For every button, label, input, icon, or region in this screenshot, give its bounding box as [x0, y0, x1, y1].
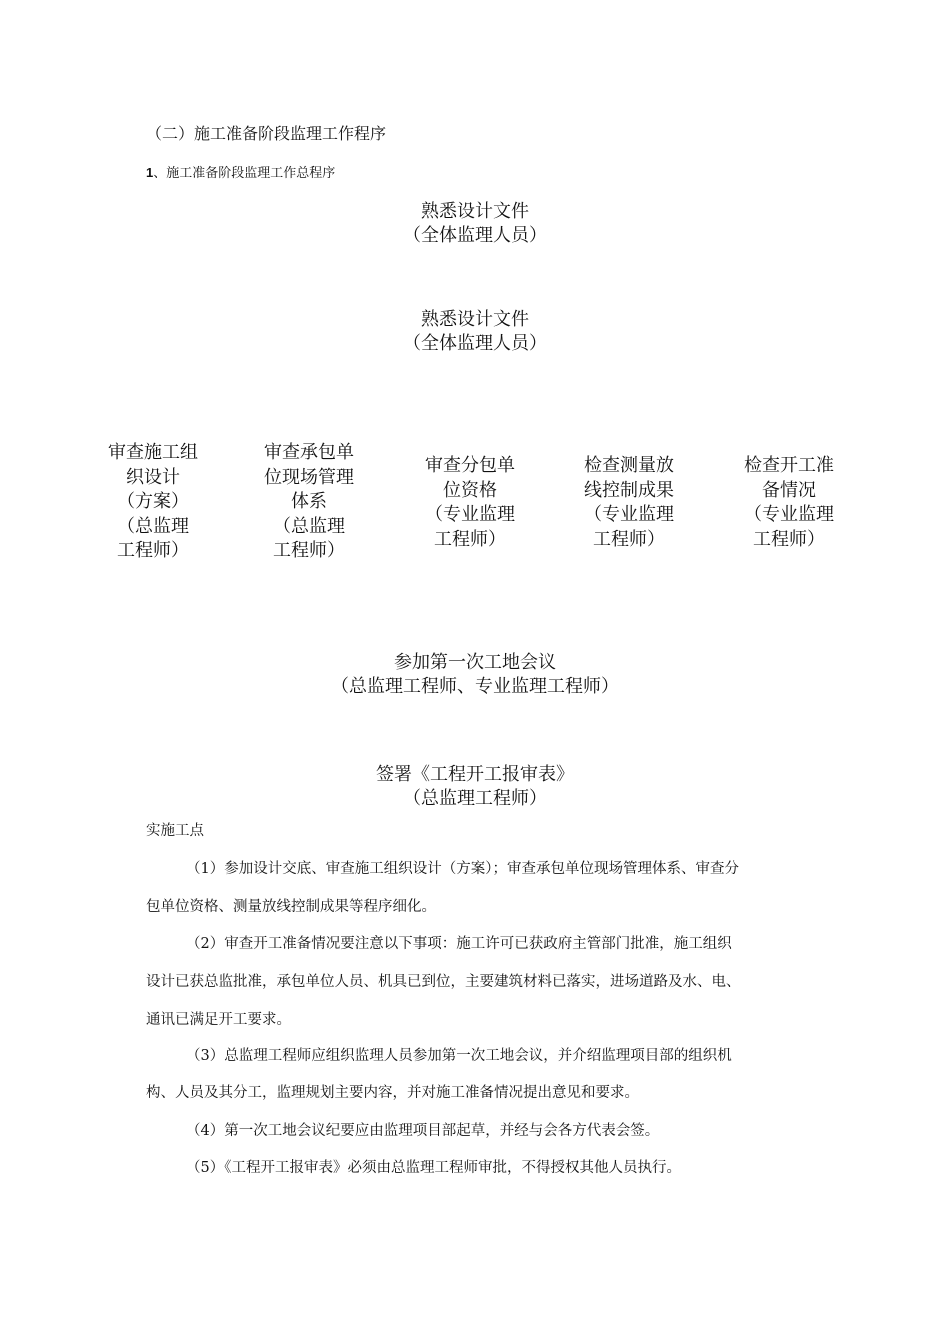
- review-line: 工程师）: [593, 528, 665, 550]
- review-line: 备情况: [762, 479, 816, 501]
- review-line: （方案）: [117, 491, 189, 512]
- review-line: 检查测量放: [584, 455, 674, 476]
- flow-step-title: 参加第一次工地会议: [394, 652, 556, 673]
- body-paragraph-line: （2）审查开工准备情况要注意以下事项：施工许可已获政府主管部门批准，施工组织: [186, 936, 732, 952]
- review-line: （专业监理: [744, 504, 834, 525]
- body-paragraph-line: 构、人员及其分工，监理规划主要内容，并对施工准备情况提出意见和要求。: [146, 1085, 639, 1101]
- body-paragraph-line: （4）第一次工地会议纪要应由监理项目部起草，并经与会各方代表会签。: [186, 1123, 660, 1139]
- subsection-heading: [146, 162, 335, 181]
- section-heading: （二）施工准备阶段监理工作程序: [146, 124, 387, 143]
- review-line: 工程师）: [117, 540, 189, 561]
- subsection-text: 、施工准备阶段监理工作总程序: [153, 166, 336, 181]
- review-line: （专业监理: [584, 504, 674, 525]
- flow-step-sign-form: [295, 763, 655, 811]
- review-box-survey: [564, 454, 694, 552]
- flow-step-role: （全体监理人员）: [403, 225, 547, 246]
- body-paragraph-line: 设计已获总监批准，承包单位人员、机具已到位，主要建筑材料已落实，进场道路及水、电、: [146, 974, 741, 990]
- body-paragraph-line: 通讯已满足开工要求。: [146, 1012, 291, 1028]
- review-line: 织设计: [126, 466, 180, 488]
- review-line: 工程师）: [434, 528, 506, 550]
- flow-step-title: 熟悉设计文件: [421, 309, 529, 330]
- review-line: 审查施工组: [108, 442, 198, 463]
- review-line: 体系: [291, 491, 327, 512]
- review-box-contractor-management: [244, 441, 374, 564]
- body-paragraph-line: （5）《工程开工报审表》必须由总监理工程师审批，不得授权其他人员执行。: [186, 1160, 681, 1176]
- body-paragraph-line: （1）参加设计交底、审查施工组织设计（方案）；审查承包单位现场管理体系、审查分: [186, 861, 739, 877]
- flow-step-role: （总监理工程师）: [403, 788, 547, 809]
- review-line: 线控制成果: [584, 479, 674, 501]
- review-line: （总监理: [273, 515, 345, 537]
- flow-step-role: （全体监理人员）: [403, 333, 547, 354]
- review-line: （总监理: [117, 515, 189, 537]
- review-line: 工程师）: [753, 528, 825, 550]
- review-box-construction-design: [88, 441, 218, 564]
- flow-step-familiarize-1: [305, 200, 645, 248]
- body-paragraph-line: 包单位资格、测量放线控制成果等程序细化。: [146, 899, 436, 915]
- review-line: 检查开工准: [744, 455, 834, 476]
- subsection-number: 1: [146, 165, 154, 180]
- body-paragraph-line: （3）总监理工程师应组织监理人员参加第一次工地会议，并介绍监理项目部的组织机: [186, 1048, 732, 1064]
- review-line: （专业监理: [425, 504, 515, 525]
- review-line: 审查分包单: [425, 455, 515, 476]
- flow-step-familiarize-2: [305, 308, 645, 356]
- review-line: 位现场管理: [264, 466, 354, 488]
- flow-step-title: 熟悉设计文件: [421, 201, 529, 222]
- review-line: 位资格: [443, 479, 497, 501]
- body-caption: 实施工点: [146, 823, 204, 839]
- flow-step-title: 签署《工程开工报审表》: [376, 764, 574, 785]
- review-line: 工程师）: [273, 540, 345, 561]
- flow-step-role: （总监理工程师、专业监理工程师）: [331, 676, 619, 697]
- flow-step-first-meeting: [255, 651, 695, 699]
- review-line: 审查承包单: [264, 442, 354, 463]
- review-box-start-readiness: [724, 454, 854, 552]
- review-box-subcontractor: [405, 454, 535, 552]
